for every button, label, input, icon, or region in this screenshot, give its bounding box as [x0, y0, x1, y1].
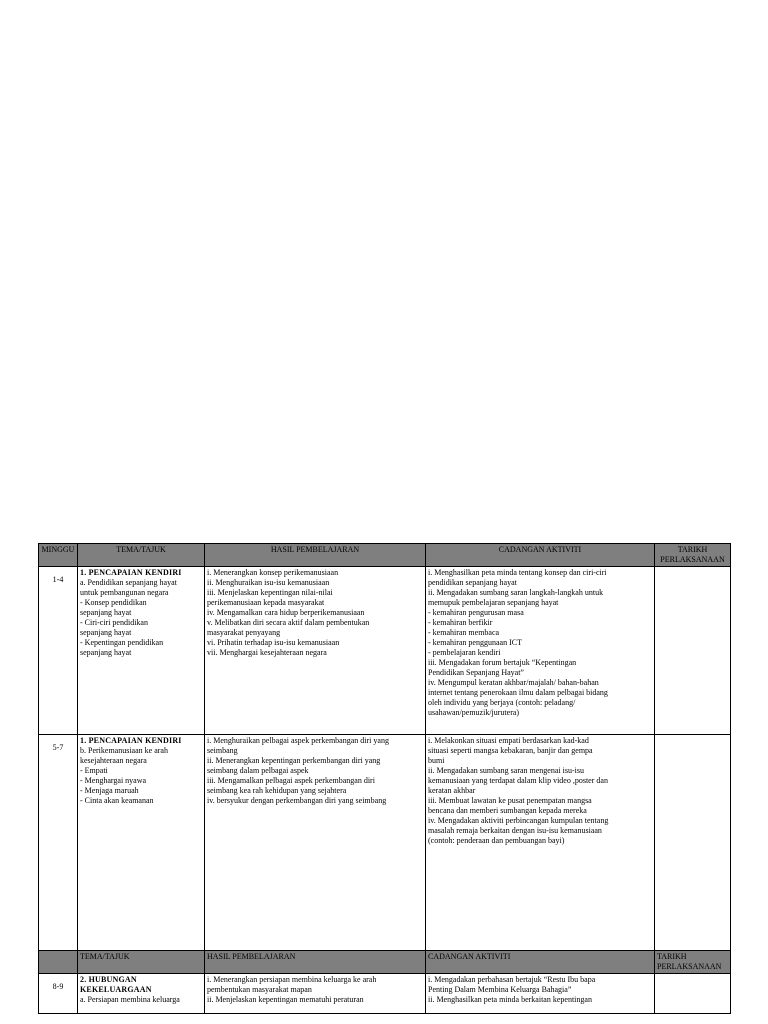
tema-line: sepanjang hayat — [80, 648, 132, 657]
tema-cell — [78, 974, 205, 1014]
hasil-line: masyarakat penyayang — [207, 628, 281, 637]
table-row — [39, 567, 731, 735]
hasil-line: vii. Menghargai kesejahteraan negara — [207, 648, 327, 657]
hasil-line: i. Menghuraikan pelbagai aspek perkembangan diri yang — [207, 736, 389, 745]
cadangan-line: ii. Menghasilkan peta minda berkaitan kepentingan — [428, 995, 592, 1004]
header-tema: TEMA/TAJUK — [78, 544, 205, 567]
tema-line: - Kepentingan pendidikan — [80, 638, 164, 647]
hasil-cell — [205, 735, 426, 951]
hasil-line: perikemanusiaan kepada masyarakat — [207, 598, 325, 607]
cadangan-line: Pendidikan Sepanjang Hayat” — [428, 668, 524, 677]
cadangan-line: - kemahiran berfikir — [428, 618, 493, 627]
hasil-cell — [205, 567, 426, 735]
hasil-line: iii. Mengamalkan pelbagai aspek perkembangan diri — [207, 776, 375, 785]
cadangan-line: ii. Mengadakan sumbang saran mengenai isu-isu — [428, 766, 584, 775]
cadangan-line: kemanusiaan yang terdapat dalam klip video ,poster dan — [428, 776, 608, 785]
cadangan-line: bumi — [428, 756, 445, 765]
cadangan-line: bencana dan memberi sumbangan kepada mereka — [428, 806, 587, 815]
tema-cell — [78, 735, 205, 951]
tema-line: b. Perikemanusiaan ke arah — [80, 746, 168, 755]
cadangan-line: - kemahiran pengurusan masa — [428, 608, 524, 617]
cadangan-line: - kemahiran penggunaan ICT — [428, 638, 522, 647]
rpt-table — [38, 543, 731, 1014]
week-cell: 1-4 — [39, 567, 78, 735]
hasil-cell — [205, 974, 426, 1014]
cadangan-cell — [426, 735, 655, 951]
week-cell: 5-7 — [39, 735, 78, 951]
hasil-line: pembentukan masyarakat mapan — [207, 985, 312, 994]
hasil-line: v. Melibatkan diri secara aktif dalam pembentukan — [207, 618, 370, 627]
tarikh-cell — [655, 735, 731, 951]
cadangan-line: situasi seperti mangsa kebakaran, banjir dan gempa — [428, 746, 593, 755]
header-minggu: MINGGU — [39, 544, 78, 567]
table-row — [39, 974, 731, 1014]
cadangan-line: ii. Mengadakan sumbang saran langkah-langkah untuk — [428, 588, 604, 597]
cadangan-line: masalah remaja berkaitan dengan isu-isu kemanusiaan — [428, 826, 602, 835]
hasil-line: vi. Prihatin terhadap isu-isu kemanusiaan — [207, 638, 340, 647]
subheader-tema: TEMA/TAJUK — [78, 951, 205, 974]
cadangan-line: iv. Mengadakan aktiviti perbincangan kumpulan tentang — [428, 816, 609, 825]
hasil-line: ii. Menerangkan kepentingan perkembangan diri yang — [207, 756, 381, 765]
cadangan-line: iii. Mengadakan forum bertajuk “Kepentingan — [428, 658, 577, 667]
tema-line: sepanjang hayat — [80, 628, 132, 637]
tarikh-cell — [655, 567, 731, 735]
tarikh-cell — [655, 974, 731, 1014]
cadangan-cell — [426, 974, 655, 1014]
cadangan-line: oleh individu yang berjaya (contoh: peladang/ — [428, 698, 576, 707]
tema-line: - Cinta akan keamanan — [80, 796, 154, 805]
tema-line: kesejahteraan negara — [80, 756, 147, 765]
tema-line: a. Persiapan membina keluarga — [80, 995, 180, 1004]
subheader-cadangan: CADANGAN AKTIVITI — [426, 951, 655, 974]
cadangan-line: memupuk pembelajaran sepanjang hayat — [428, 598, 559, 607]
cadangan-line: keratan akhbar — [428, 786, 476, 795]
tema-title: 1. PENCAPAIAN KENDIRI — [80, 568, 182, 577]
hasil-line: seimbang kea rah kehidupan yang sejahtera — [207, 786, 347, 795]
subheader-minggu — [39, 951, 78, 974]
hasil-line: iv. bersyukur dengan perkembangan diri yang seimbang — [207, 796, 387, 805]
hasil-line: seimbang dalam pelbagai aspek — [207, 766, 309, 775]
tema-line: sepanjang hayat — [80, 608, 132, 617]
hasil-line: ii. Menghuraikan isu-isu kemanusiaan — [207, 578, 330, 587]
tema-line: - Konsep pendidikan — [80, 598, 147, 607]
cadangan-line: - kemahiran membaca — [428, 628, 500, 637]
subheader-tarikh: TARIKH PERLAKSANAAN — [655, 951, 731, 974]
tema-cell — [78, 567, 205, 735]
cadangan-line: usahawan/pemuzik/jurutera) — [428, 708, 520, 717]
cadangan-line: i. Mengadakan perbahasan bertajuk “Restu Ibu bapa — [428, 975, 596, 984]
cadangan-line: Penting Dalam Membina Keluarga Bahagia” — [428, 985, 572, 994]
header-cadangan: CADANGAN AKTIVITI — [426, 544, 655, 567]
hasil-line: ii. Menjelaskan kepentingan mematuhi peraturan — [207, 995, 364, 1004]
table-header-row — [39, 544, 731, 567]
tema-line: - Ciri-ciri pendidikan — [80, 618, 148, 627]
tema-title: 1. PENCAPAIAN KENDIRI — [80, 736, 182, 745]
cadangan-line: i. Menghasilkan peta minda tentang konsep dan ciri-ciri — [428, 568, 607, 577]
hasil-line: i. Menerangkan persiapan membina keluarga ke arah — [207, 975, 377, 984]
tema-line: - Menjaga maruah — [80, 786, 139, 795]
header-tarikh: TARIKH PERLAKSANAAN — [655, 544, 731, 567]
cadangan-line: - pembelajaran kendiri — [428, 648, 501, 657]
hasil-line: i. Menerangkan konsep perikemanusiaan — [207, 568, 339, 577]
cadangan-line: iv. Mengumpul keratan akhbar/majalah/ bahan-bahan — [428, 678, 599, 687]
subheader-hasil: HASIL PEMBELAJARAN — [205, 951, 426, 974]
hasil-line: iii. Menjelaskan kepentingan nilai-nilai — [207, 588, 333, 597]
week-cell: 8-9 — [39, 974, 78, 1014]
cadangan-line: pendidikan sepanjang hayat — [428, 578, 517, 587]
cadangan-cell — [426, 567, 655, 735]
hasil-line: seimbang — [207, 746, 238, 755]
hasil-line: iv. Mengamalkan cara hidup berperikemanusiaan — [207, 608, 365, 617]
tema-line: untuk pembangunan negara — [80, 588, 169, 597]
table-subheader-row — [39, 951, 731, 974]
tema-line: a. Pendidikan sepanjang hayat — [80, 578, 177, 587]
tema-line: - Menghargai nyawa — [80, 776, 147, 785]
tema-line: - Empati — [80, 766, 108, 775]
table-row — [39, 735, 731, 951]
cadangan-line: i. Melakonkan situasi empati berdasarkan kad-kad — [428, 736, 589, 745]
cadangan-line: iii. Membuat lawatan ke pusat penempatan mangsa — [428, 796, 592, 805]
header-hasil: HASIL PEMBELAJARAN — [205, 544, 426, 567]
cadangan-line: internet tentang penerokaan ilmu dalam pelbagai bidang — [428, 688, 608, 697]
tema-title: 2. HUBUNGAN KEKELUARGAAN — [80, 975, 152, 994]
cadangan-line: (contoh: penderaan dan pembuangan bayi) — [428, 836, 565, 845]
